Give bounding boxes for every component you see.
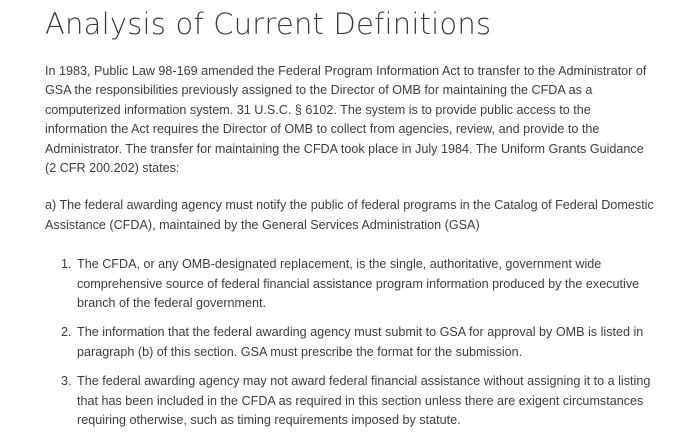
list-item: 2. The information that the federal awarding agency must submit to GSA for approval by OMB is listed in paragraph (b) of this section. GSA must prescribe the format for the submission. [75, 323, 655, 362]
definitions-list [45, 255, 655, 430]
list-item: 1. The CFDA, or any OMB-designated replacement, is the single, authoritative, government wide comprehensive source of federal financial assistance program information produced by the executive branch of the federal government. [75, 255, 655, 313]
list-item: 3. The federal awarding agency may not award federal financial assistance without assigning it to a listing that has been included in the CFDA as required in this section unless there are exigent circumstances requiring otherwise, such as timing requirements imposed by statute. [75, 372, 655, 430]
page-title: Analysis of Current Definitions [45, 7, 492, 41]
article [45, 0, 655, 441]
intro-paragraph: In 1983, Public Law 98-169 amended the Federal Program Information Act to transfer to the Administrator of GSA the responsibilities previously assigned to the Director of OMB for maintaining the CFDA as a computerized information system. 31 U.S.C. § 6102. The system is to provide public access to the information the Act requires the Director of OMB to collect from agencies, review, and provide to the Administrator. The transfer for maintaining the CFDA took place in July 1984. The Uniform Grants Guidance (2 CFR 200.202) states: [45, 64, 647, 176]
regulation-lead-paragraph: a) The federal awarding agency must notify the public of federal programs in the Catalog of Federal Domestic Assistance (CFDA), maintained by the General Services Administration (GSA) [45, 198, 654, 232]
